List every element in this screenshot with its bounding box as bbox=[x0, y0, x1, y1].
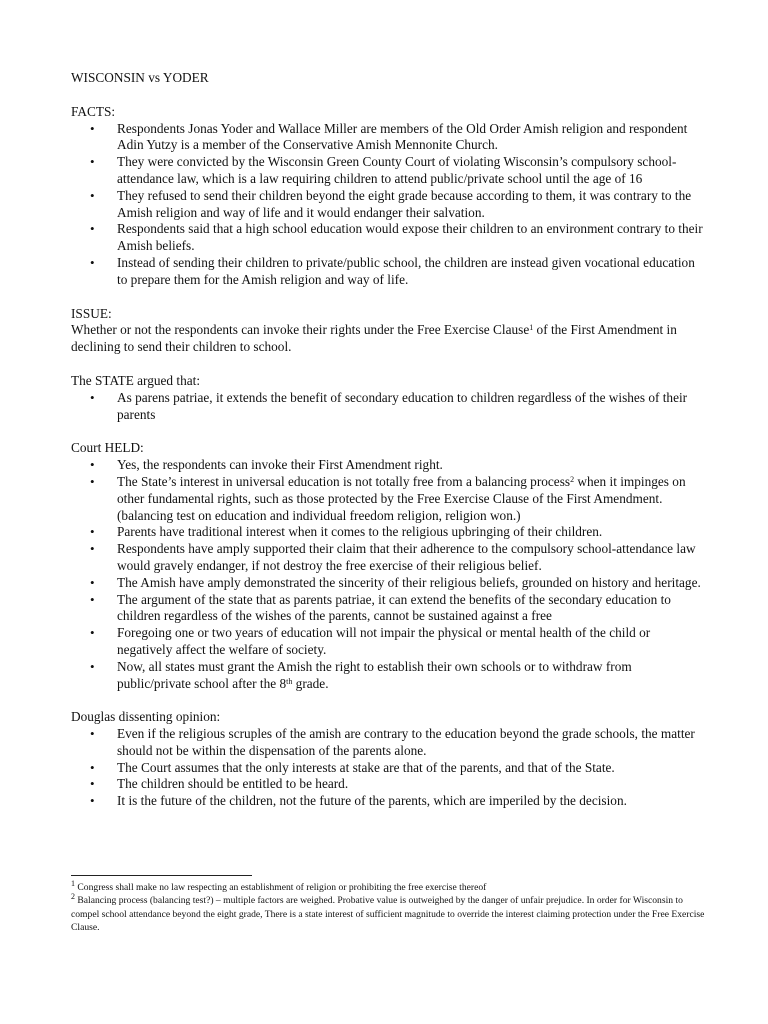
state-list bbox=[71, 390, 708, 424]
footnote-divider bbox=[71, 875, 252, 876]
list-item: • The Court assumes that the only interests at stake are that of the parents, and that of the State. bbox=[71, 760, 708, 777]
held-section bbox=[71, 440, 708, 692]
list-item: • The argument of the state that as parents patriae, it can extend the benefits of the secondary education to children regardless of the wishes of the parents, cannot be sustained against a free bbox=[71, 592, 708, 626]
dissent-section bbox=[71, 709, 708, 810]
facts-heading: FACTS: bbox=[71, 103, 116, 119]
footnote-1 bbox=[71, 881, 711, 894]
issue-text-part: Whether or not the respondents can invoke their rights under the Free Exercise Clause bbox=[71, 322, 530, 338]
held-text-part: grade. bbox=[292, 675, 329, 691]
list-item: • Yes, the respondents can invoke their First Amendment right. bbox=[71, 457, 708, 474]
held-heading: Court HELD: bbox=[71, 440, 144, 456]
list-item: • The children should be entitled to be heard. bbox=[71, 776, 708, 793]
list-item: • Respondents said that a high school education would expose their children to an environment contrary to their Amish beliefs. bbox=[71, 221, 708, 255]
footnote-marker: 2 bbox=[71, 892, 75, 902]
footnotes bbox=[71, 881, 711, 935]
list-item: • It is the future of the children, not the future of the parents, which are imperiled by the decision. bbox=[71, 793, 708, 810]
document-title: WISCONSIN vs YODER bbox=[71, 70, 209, 85]
list-item: • Even if the religious scruples of the amish are contrary to the education beyond the grade schools, the matter should not be within the dispensation of the parents alone. bbox=[71, 726, 708, 760]
list-item: • Parents have traditional interest when it comes to the religious upbringing of their children. bbox=[71, 524, 708, 541]
dissent-list bbox=[71, 726, 708, 810]
footnote-ref: 2 bbox=[570, 474, 575, 484]
list-item: • The Amish have amply demonstrated the sincerity of their religious beliefs, grounded on history and heritage. bbox=[71, 575, 708, 592]
held-list bbox=[71, 457, 708, 692]
issue-section bbox=[71, 306, 708, 356]
state-section bbox=[71, 373, 708, 423]
held-text-part: Now, all states must grant the Amish the right to establish their own schools or to withdraw from public/private school after the 8 bbox=[117, 658, 632, 691]
list-item: • Foregoing one or two years of education will not impair the physical or mental health of the child or negatively affect the welfare of society. bbox=[71, 625, 708, 659]
issue-heading: ISSUE: bbox=[71, 305, 112, 321]
issue-text-part: of the First Amendment in declining to send their children to school. bbox=[71, 322, 677, 355]
footnote-marker: 1 bbox=[71, 879, 75, 888]
list-item bbox=[71, 474, 708, 524]
footnote-2 bbox=[71, 894, 711, 934]
held-text-part: when it impinges on other fundamental rights, such as those protected by the Free Exercise Clause of the First Amendment. (balancing test on education and individual freedom religion, religion won.) bbox=[117, 473, 686, 523]
list-item: • Respondents Jonas Yoder and Wallace Miller are members of the Old Order Amish religion and respondent Adin Yutzy is a member of the Conservative Amish Mennonite Church. bbox=[71, 121, 708, 155]
held-text-part: The State’s interest in universal education is not totally free from a balancing process bbox=[117, 473, 571, 489]
footnote-text: Congress shall make no law respecting an establishment of religion or prohibiting the free exercise thereof bbox=[75, 882, 487, 893]
issue-text bbox=[71, 322, 708, 356]
footnote-ref: 1 bbox=[529, 323, 534, 333]
list-item: • Instead of sending their children to private/public school, the children are instead given vocational education to prepare them for the Amish religion and way of life. bbox=[71, 255, 708, 289]
ordinal-suffix: th bbox=[286, 676, 293, 686]
list-item: • They were convicted by the Wisconsin Green County Court of violating Wisconsin’s compulsory school-attendance law, which is a law requiring children to attend public/private school until the age of 16 bbox=[71, 154, 708, 188]
list-item: • As parens patriae, it extends the benefit of secondary education to children regardless of the wishes of their parents bbox=[71, 390, 708, 424]
state-heading: The STATE argued that: bbox=[71, 372, 201, 388]
dissent-heading: Douglas dissenting opinion: bbox=[71, 709, 221, 725]
footnote-text: Balancing process (balancing test?) – multiple factors are weighed. Probative value is outweighed by the danger of unfair prejudice. In order for Wisconsin to compel school attendance beyond the eight grade, There is a state interest of sufficient magnitude to override the interest claiming protection under the Free Exercise Clause. bbox=[71, 895, 705, 934]
list-item bbox=[71, 659, 708, 693]
facts-section bbox=[71, 104, 708, 289]
list-item: • They refused to send their children beyond the eight grade because according to them, it was contrary to the Amish religion and way of life and it would endanger their salvation. bbox=[71, 188, 708, 222]
facts-list bbox=[71, 121, 708, 289]
list-item: • Respondents have amply supported their claim that their adherence to the compulsory school-attendance law would gravely endanger, if not destroy the free exercise of their religious belief. bbox=[71, 541, 708, 575]
